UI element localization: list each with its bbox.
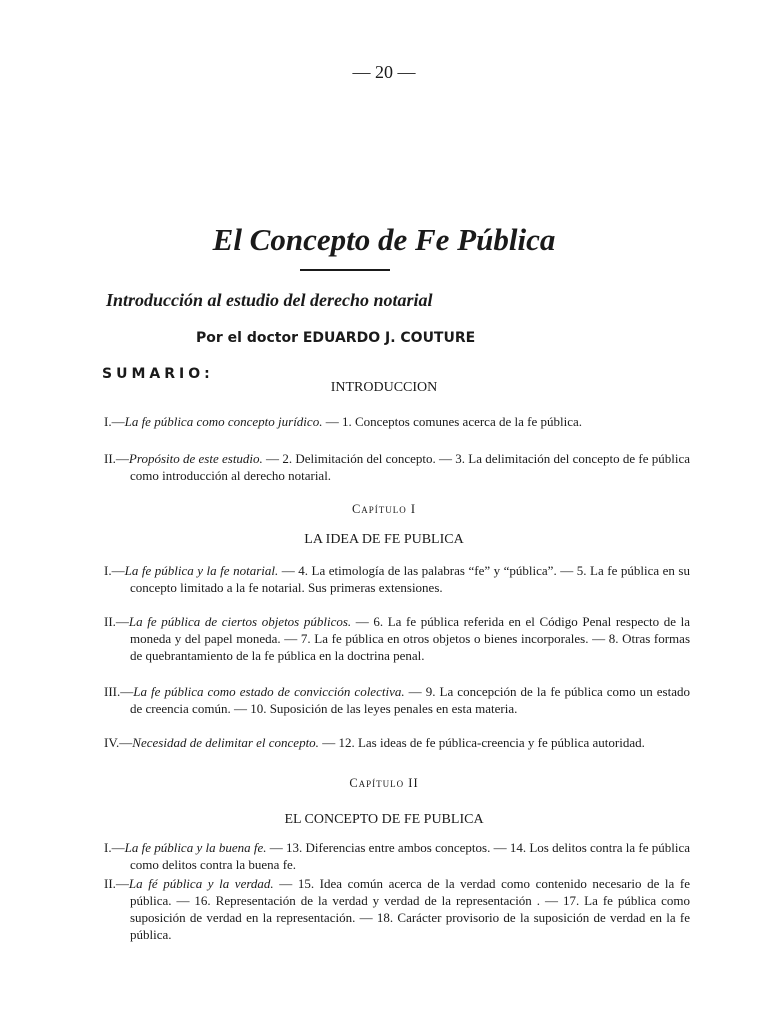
chapter-heading: Capítulo II: [349, 776, 419, 790]
entry-number: II.—: [104, 876, 129, 891]
entry-number: I.—: [104, 414, 125, 429]
entry-text: — 1. Conceptos comunes acerca de la fe pública.: [322, 414, 582, 429]
entry-topic: Propósito de este estudio.: [128, 451, 263, 466]
entry-topic: La fe pública y la buena fe.: [124, 840, 267, 855]
summary-entry: [104, 734, 690, 751]
summary-entry: [104, 839, 690, 873]
summary-entry: [104, 613, 690, 664]
section-heading: EL CONCEPTO DE FE PUBLICA: [284, 812, 484, 827]
entry-text: — 9. La concepción de la fe pública como un estado de creencia común. — 10. Suposición de las leyes penales en esta materia.: [130, 684, 690, 716]
entry-text: — 4. La etimología de las palabras “fe” y “pública”. — 5. La fe pública en su concepto limitado a la fe notarial. Sus primeras extensiones.: [130, 563, 690, 595]
section-heading: LA IDEA DE FE PUBLICA: [304, 532, 464, 547]
entry-text: — 2. Delimitación del concepto. — 3. La delimitación del concepto de fe pública como introducción al derecho notarial.: [130, 451, 690, 483]
entry-topic: Necesidad de delimitar el concepto.: [132, 735, 319, 750]
entry-text: — 15. Idea común acerca de la verdad como contenido necesario de la fe pública. — 16. Representación de la verdad y verdad de la representación . — 17. La fe pública como suposición de verdad en la representación. — 18. Carácter provisorio de la suposición de verdad en la fe pública.: [130, 876, 690, 942]
entry-number: I.—: [104, 563, 125, 578]
subtitle: Introducción al estudio del derecho notarial: [106, 290, 433, 310]
entry-text: — 12. Las ideas de fe pública-creencia y fe pública autoridad.: [318, 735, 645, 750]
summary-entry: [104, 875, 690, 943]
entry-number: I.—: [104, 840, 125, 855]
page-title: El Concepto de Fe Pública: [212, 222, 556, 257]
entry-topic: La fe pública de ciertos objetos públicos.: [128, 614, 352, 629]
byline: Por el doctor EDUARDO J. COUTURE: [196, 330, 476, 346]
entry-number: III.—: [104, 684, 134, 699]
entry-topic: La fe pública y la fe notarial.: [124, 563, 279, 578]
entry-text: — 6. La fe pública referida en el Código Penal respecto de la moneda y del papel moneda. — 7. La fe pública en otros objetos o bienes incorporales. — 8. Otras formas de quebrantamiento de la fe pública en la doctrina penal.: [130, 614, 690, 663]
summary-entry: [104, 450, 690, 484]
entry-number: II.—: [104, 451, 129, 466]
summary-entry: [104, 413, 690, 430]
entry-topic: La fe pública como estado de convicción colectiva.: [133, 684, 405, 699]
summary-entry: [104, 683, 690, 717]
entry-number: II.—: [104, 614, 129, 629]
section-heading-introduccion: INTRODUCCION: [330, 380, 438, 395]
title-rule: [300, 269, 390, 271]
entry-topic: La fe pública como concepto jurídico.: [124, 414, 323, 429]
page-number: — 20 —: [352, 62, 416, 82]
entry-number: IV.—: [104, 735, 133, 750]
sumario-label: SUMARIO:: [102, 366, 214, 382]
entry-text: — 13. Diferencias entre ambos conceptos. — 14. Los delitos contra la fe pública como delitos contra la buena fe.: [130, 840, 691, 872]
entry-topic: La fé pública y la verdad.: [128, 876, 274, 891]
chapter-heading: Capítulo I: [351, 502, 417, 516]
summary-entry: [104, 562, 690, 596]
